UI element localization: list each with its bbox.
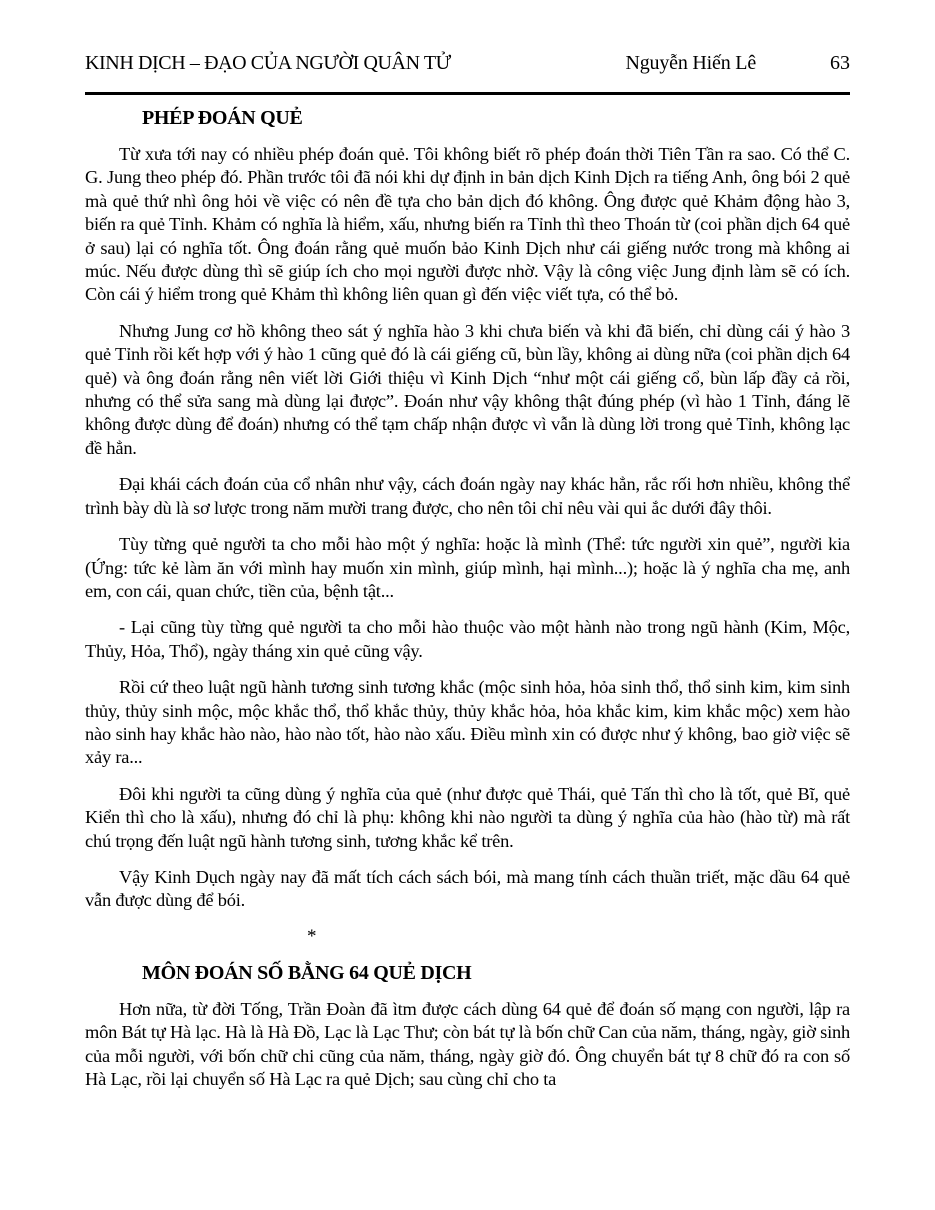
paragraph: - Lại cũng tùy từng quẻ người ta cho mỗi hào thuộc vào một hành nào trong ngũ hành (Kim, Mộc, Thủy, Hỏa, Thổ), ngày tháng xin quẻ cũng vậy. <box>85 617 850 661</box>
paragraph: Từ xưa tới nay có nhiều phép đoán quẻ. Tôi không biết rõ phép đoán thời Tiên Tần ra sao. Có thể C. G. Jung theo phép đó. Phần trước tôi đã nói khi dự định in bản dịch Kinh Dịch ra tiếng Anh, ông bói 2 quẻ mà quẻ thứ nhì ông hỏi về việc có nên đề tựa cho bản dịch đó không. Ông được quẻ Khảm động hào 3, biến ra quẻ Tỉnh. Khảm có nghĩa là hiểm, xấu, nhưng biến ra Tỉnh thì theo Thoán từ (coi phần dịch 64 quẻ ở sau) lại có nghĩa tốt. Ông đoán rằng quẻ muốn bảo Kinh Dịch như cái giếng nước trong mà không ai múc. Nếu được dùng thì sẽ giúp ích cho mọi người được nhờ. Vậy là công việc Jung định làm sẽ có ích. Còn cái ý hiểm trong quẻ Khảm thì không liên quan gì đến việc viết tựa, có thể bỏ. <box>85 144 850 305</box>
page-header <box>85 50 850 76</box>
paragraph: Vậy Kinh Dụch ngày nay đã mất tích cách sách bói, mà mang tính cách thuần triết, mặc dầu 64 quẻ vẫn được dùng để bói. <box>85 866 850 911</box>
page-number: 63 <box>830 52 850 74</box>
paragraph: Rồi cứ theo luật ngũ hành tương sinh tương khắc (mộc sinh hỏa, hỏa sinh thổ, thổ sinh kim, kim sinh thủy, thủy sinh mộc, mộc khắc thổ, thổ khắc thủy, thủy khắc hỏa, hỏa khắc kim, kim khắc mộc) xem hào nào sinh hay khắc hào nào, hào nào tốt, hào nào xấu. Điều mình xin có được như ý không, bao giờ việc sẽ xảy ra... <box>85 677 850 768</box>
section-heading-mon-doan-so: MÔN ĐOÁN SỐ BẰNG 64 QUẺ DỊCH <box>142 961 472 984</box>
paragraph: Tùy từng quẻ người ta cho mỗi hào một ý nghĩa: hoặc là mình (Thể: tức người xin quẻ”, người kia (Ứng: tức kẻ làm ăn với mình hay muốn xin mình, giúp mình, hại mình...); hoặc là ý nghĩa cha mẹ, anh em, con cái, quan chức, tiền của, bệnh tật... <box>85 534 850 601</box>
book-title: KINH DỊCH – ĐẠO CỦA NGƯỜI QUÂN TỬ <box>85 52 451 74</box>
paragraph: Hơn nữa, từ đời Tống, Trần Đoàn đã ìtm được cách dùng 64 quẻ để đoán số mạng con người, lập ra môn Bát tự Hà lạc. Hà là Hà Đồ, Lạc là Lạc Thư; còn bát tự là bốn chữ Can của năm, tháng, ngày, giờ sinh của mỗi người, với bốn chữ chi cũng của năm, tháng, ngày giờ đó. Ông chuyển bát tự 8 chữ đó ra con số Hà Lạc, rồi lại chuyển số Hà Lạc ra quẻ Dịch; sau cùng chỉ cho ta <box>85 998 850 1089</box>
section-heading-phep-doan-que: PHÉP ĐOÁN QUẺ <box>142 107 303 129</box>
asterisk-separator: * <box>307 925 317 947</box>
paragraph: Nhưng Jung cơ hồ không theo sát ý nghĩa hào 3 khi chưa biến và khi đã biến, chỉ dùng cái ý hào 3 quẻ Tỉnh rồi kết hợp với ý hào 1 cũng quẻ đó là cái giếng cũ, bùn lầy, không ai dùng nữa (coi phần dịch 64 quẻ) và ông đoán rằng nên viết lời Giới thiệu vì Kinh Dịch “như một cái giếng cổ, bùn lấp đầy cả rồi, nhưng có thể sửa sang mà dùng lại được”. Đoán như vậy không thật đúng phép (vì hào 1 Tỉnh, đáng lẽ không được dùng để đoán) nhưng có thể tạm chấp nhận được vì vẫn là dùng lời trong quẻ Tỉnh, không lạc đề hẳn. <box>85 320 850 458</box>
header-rule <box>85 92 850 95</box>
paragraph: Đôi khi người ta cũng dùng ý nghĩa của quẻ (như được quẻ Thái, quẻ Tấn thì cho là tốt, quẻ Bĩ, quẻ Kiển thì cho là xấu), nhưng đó chỉ là phụ: không khi nào người ta dùng ý nghĩa của hào (hào từ) mà rất chú trọng đến luật ngũ hành tương sinh, tương khắc kể trên. <box>85 783 850 851</box>
author-name: Nguyễn Hiến Lê <box>625 52 756 74</box>
paragraph: Đại khái cách đoán của cổ nhân như vậy, cách đoán ngày nay khác hẳn, rắc rối hơn nhiều, không thể trình bày dù là sơ lược trong năm mười trang được, cho nên tôi chỉ nêu vài qui ắc dưới đây thôi. <box>85 474 850 518</box>
